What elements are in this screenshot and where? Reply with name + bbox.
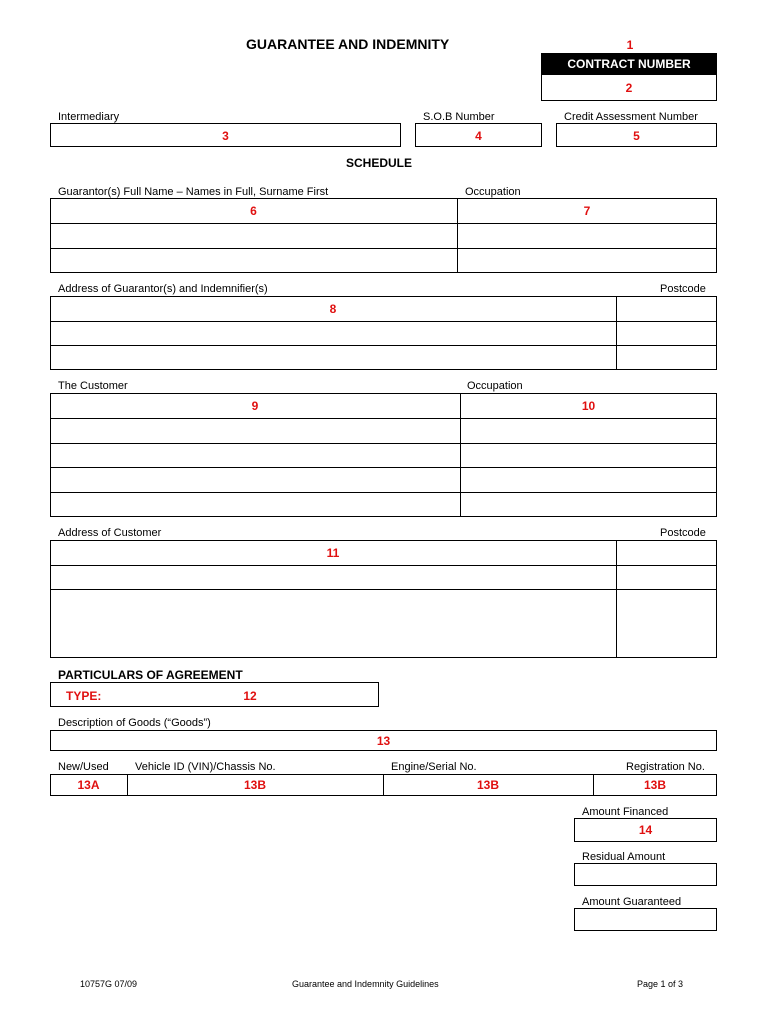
- registration-marker: 13B: [643, 778, 666, 792]
- divider: [50, 492, 717, 493]
- guarantor-postcode-label: Postcode: [660, 283, 706, 295]
- sob-number-label: S.O.B Number: [423, 111, 495, 123]
- new-used-marker: 13A: [77, 778, 100, 792]
- footer-title: Guarantee and Indemnity Guidelines: [292, 979, 439, 989]
- engine-marker: 13B: [476, 778, 499, 792]
- new-used-label: New/Used: [58, 761, 109, 773]
- divider: [50, 223, 717, 224]
- customer-postcode-label: Postcode: [660, 527, 706, 539]
- contract-number-field[interactable]: 2: [625, 81, 633, 95]
- intermediary-label: Intermediary: [58, 111, 120, 123]
- guarantor-address-marker: 8: [329, 302, 337, 316]
- guarantor-name-marker: 6: [250, 204, 257, 218]
- footer-page-number: Page 1 of 3: [637, 979, 684, 989]
- vin-marker: 13B: [243, 778, 266, 792]
- guarantor-name-label: Guarantor(s) Full Name – Names in Full, Surname First: [58, 186, 329, 198]
- guarantor-occupation-label: Occupation: [465, 186, 521, 198]
- contract-marker-1: 1: [626, 38, 634, 52]
- divider: [616, 540, 617, 658]
- amount-financed-marker: 14: [638, 823, 653, 837]
- goods-description-marker: 13: [376, 734, 391, 748]
- registration-label: Registration No.: [626, 761, 705, 773]
- divider: [50, 443, 717, 444]
- amount-financed-label: Amount Financed: [582, 806, 669, 818]
- agreement-type-label: TYPE:: [66, 689, 102, 703]
- vin-label: Vehicle ID (VIN)/Chassis No.: [135, 761, 276, 773]
- customer-address-label: Address of Customer: [58, 527, 162, 539]
- divider: [50, 248, 717, 249]
- divider: [50, 467, 717, 468]
- customer-label: The Customer: [58, 380, 128, 392]
- customer-marker: 9: [251, 399, 259, 413]
- guarantor-address-label: Address of Guarantor(s) and Indemnifier(s): [58, 283, 268, 295]
- residual-amount-field[interactable]: [574, 863, 717, 886]
- residual-amount-label: Residual Amount: [582, 851, 666, 863]
- amount-guaranteed-label: Amount Guaranteed: [582, 896, 682, 908]
- customer-occupation-marker: 10: [581, 399, 596, 413]
- page-title: GUARANTEE AND INDEMNITY: [246, 36, 450, 52]
- guarantor-occupation-marker: 7: [583, 204, 591, 218]
- agreement-type-marker: 12: [243, 689, 257, 703]
- agreement-heading: PARTICULARS OF AGREEMENT: [58, 668, 243, 682]
- schedule-heading: SCHEDULE: [346, 156, 413, 170]
- engine-label: Engine/Serial No.: [391, 761, 477, 773]
- credit-assessment-marker: 5: [633, 129, 640, 143]
- contract-number-header: CONTRACT NUMBER: [541, 53, 717, 75]
- customer-occupation-label: Occupation: [467, 380, 523, 392]
- divider: [50, 418, 717, 419]
- intermediary-marker: 3: [222, 129, 229, 143]
- footer-form-code: 10757G 07/09: [80, 979, 138, 989]
- amount-guaranteed-field[interactable]: [574, 908, 717, 931]
- customer-address-marker: 11: [326, 546, 340, 560]
- credit-assessment-label: Credit Assessment Number: [564, 111, 698, 123]
- sob-number-marker: 4: [475, 129, 482, 143]
- goods-description-label: Description of Goods (“Goods”): [58, 717, 211, 729]
- divider: [616, 296, 617, 370]
